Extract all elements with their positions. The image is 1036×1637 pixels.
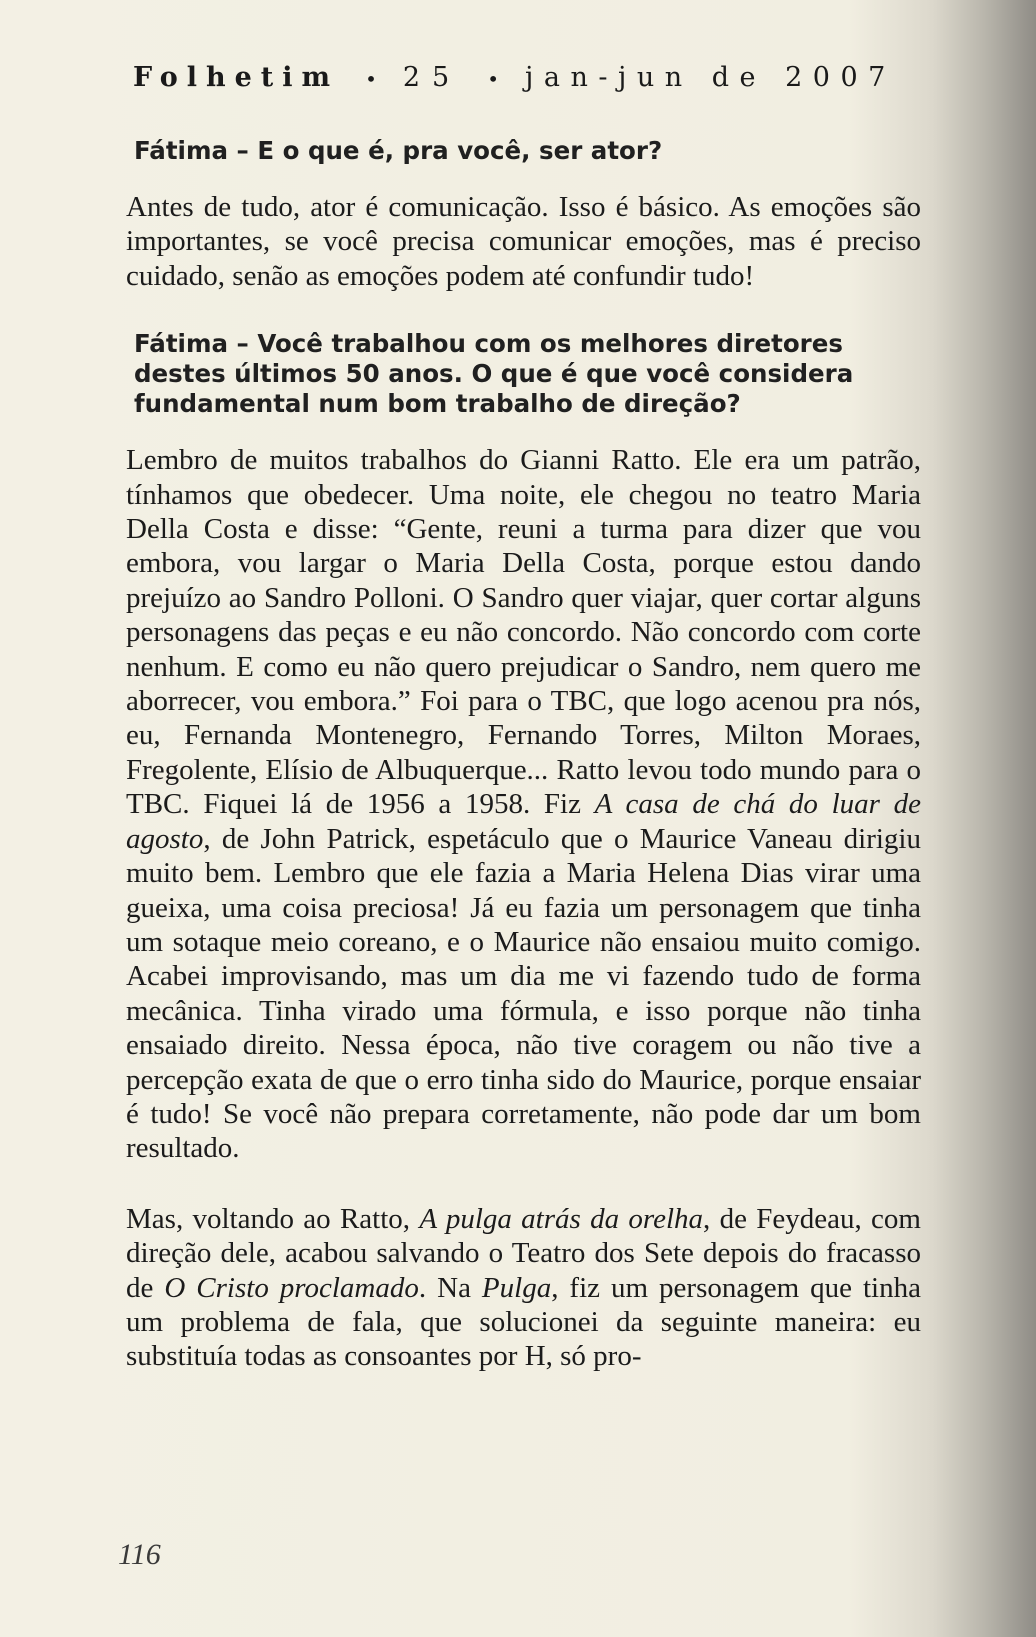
issue-number: 25 (402, 62, 462, 93)
question-speaker: Fátima (134, 329, 229, 359)
answer-text: . Na (418, 1271, 482, 1304)
page-number: 116 (118, 1538, 161, 1571)
answer-text: , fiz um personagem que tinha um problema de fala, que solucionei da seguinte maneira: eu substituía todas as consoantes por H, só pro- (126, 1271, 921, 1373)
question-speaker: Fátima (134, 136, 229, 165)
question-1 (134, 136, 921, 166)
header-separator: • (365, 67, 377, 91)
answer-text: , de John Patrick, espetáculo que o Maurice Vaneau dirigiu muito bem. Lembro que ele fazia a Maria Helena Dias virar uma gueixa, uma coisa preciosa! Já eu fazia um personagem que tinha um sotaque meio coreano, e o Maurice não ensaiou muito comigo. Acabei improvisando, mas um dia me vi fazendo tudo de forma mecânica. Tinha virado uma fórmula, e isso porque não tinha ensaiado direito. Nessa época, não tive coragem ou não tive a percepção exata de que o erro tinha sido do Maurice, porque ensaiar é tudo! Se você não prepara corretamente, não pode dar um bom resultado. (126, 822, 921, 1165)
answer-text: Lembro de muitos trabalhos do Gianni Ratto. Ele era um patrão, tínhamos que obedecer. Uma noite, ele chegou no teatro Maria Della Costa e disse: “Gente, reuni a turma para dizer que vou embora, vou largar o Maria Della Costa, porque estou dando prejuízo ao Sandro Polloni. O Sandro quer viajar, quer cortar alguns personagens das peças e eu não concordo. Não concordo com corte nenhum. E como eu não quero prejudicar o Sandro, nem quero me aborrecer, vou embora.” Foi para o TBC, que logo acenou pra nós, eu, Fernanda Montenegro, Fernando Torres, Milton Moraes, Fregolente, Elísio de Albuquerque... Ratto levou todo mundo para o TBC. Fiquei lá de 1956 a 1958. Fiz (126, 444, 921, 821)
answer-2 (126, 443, 921, 1166)
running-header (133, 62, 923, 93)
answer-1: Antes de tudo, ator é comunicação. Isso é básico. As emoções são importantes, se você precisa comunicar emoções, mas é preciso cuidado, senão as emoções podem até confundir tudo! (126, 191, 921, 292)
question-text: – E o que é, pra você, ser ator? (228, 136, 663, 165)
answer-text: Mas, voltando ao Ratto, (126, 1202, 420, 1235)
header-separator: • (487, 67, 500, 91)
play-title: A pulga atrás da orelha (419, 1202, 704, 1235)
play-title: O Cristo proclamado (164, 1271, 419, 1304)
interview-body (126, 136, 921, 1410)
answer-text: , de Feydeau, com direção dele, acabou salvando o Teatro dos Sete depois do fracasso de (126, 1202, 921, 1304)
question-text: – Você trabalhou com os melhores diretores destes últimos 50 anos. O que é que você considera fundamental num bom trabalho de direção? (134, 329, 854, 419)
journal-name: Folhetim (133, 62, 340, 93)
play-title: A casa de chá do luar de agosto (126, 788, 921, 855)
play-title: Pulga (481, 1271, 552, 1304)
question-2 (134, 329, 921, 419)
issue-date: jan-jun de 2007 (525, 62, 896, 93)
answer-3 (126, 1202, 921, 1374)
